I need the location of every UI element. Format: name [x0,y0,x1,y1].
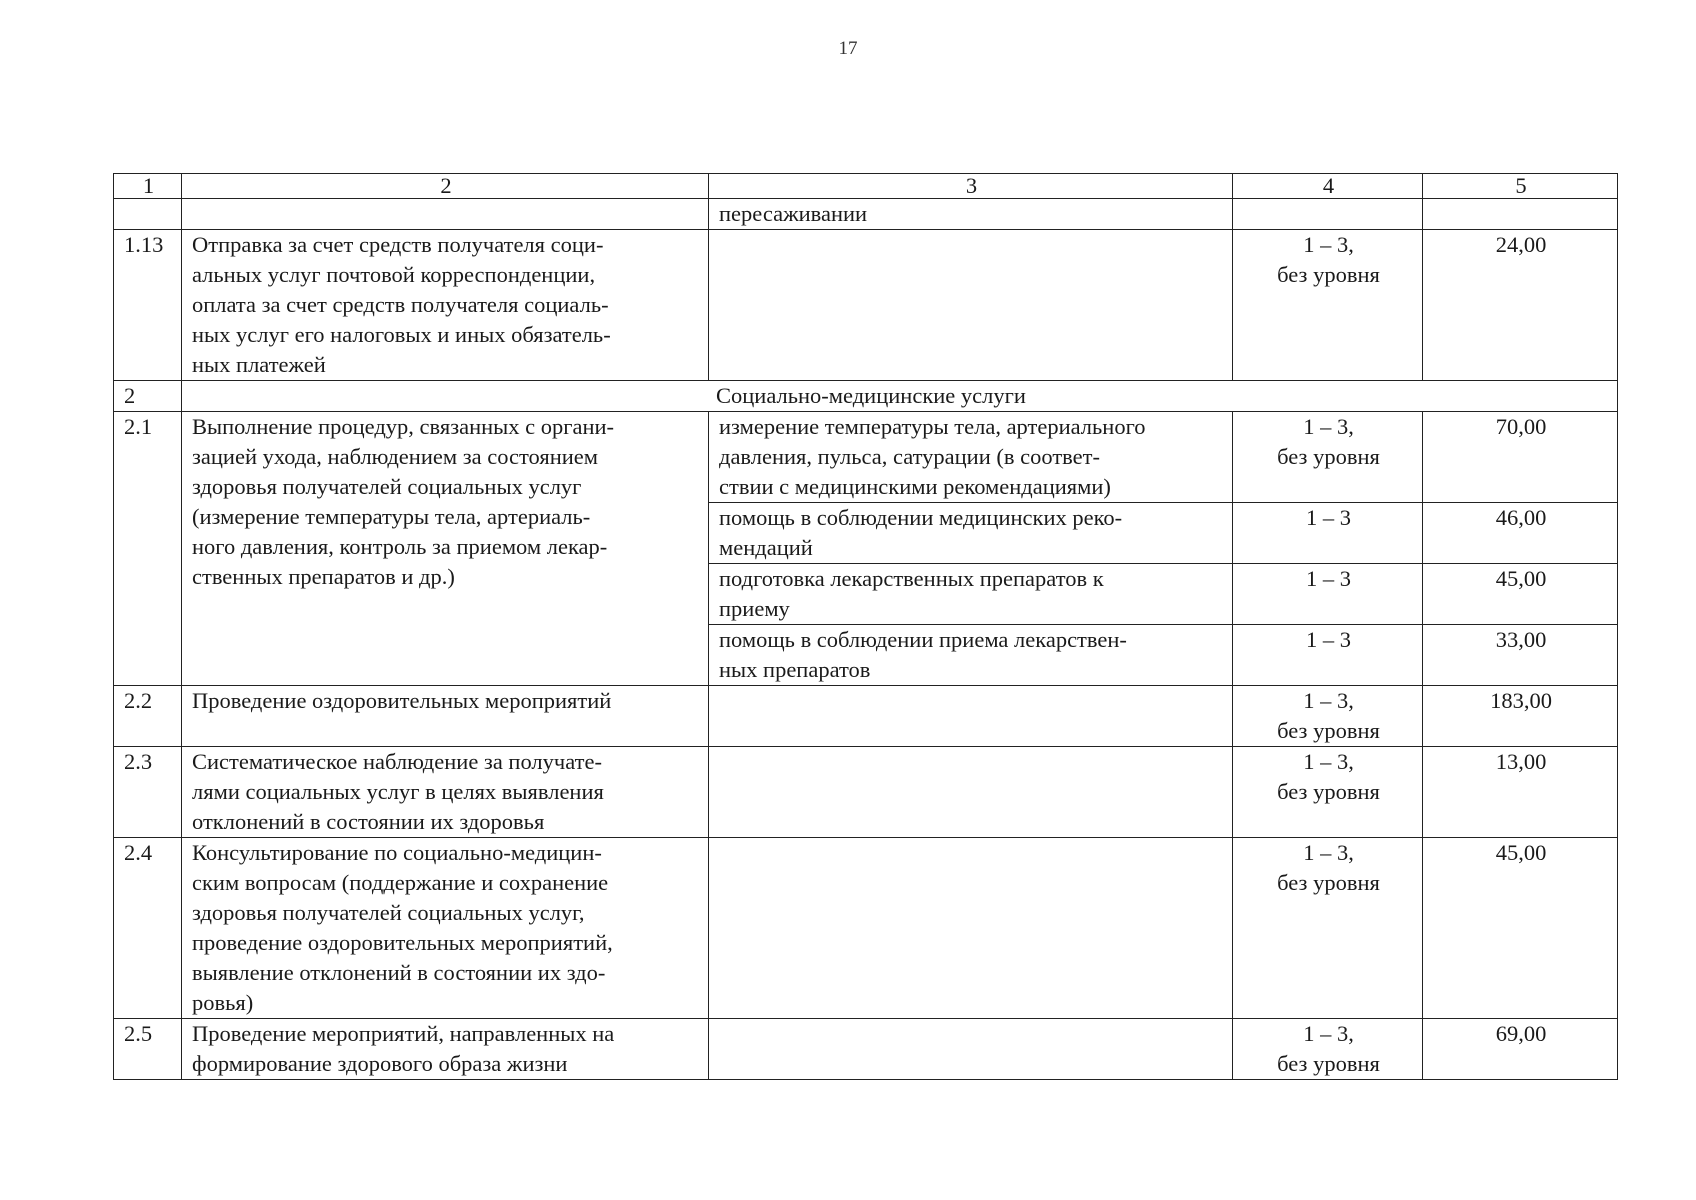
table-row-2-2 [114,686,1618,747]
category-line: 1 – 3, [1303,1021,1354,1046]
category-cell [1233,199,1423,230]
category-cell: 1 – 3 [1233,564,1423,625]
header-cell: 3 [709,174,1233,199]
section-title-cell [182,381,1618,412]
category-line: без уровня [1277,779,1380,804]
section-title: Социально-медицинские услуги [716,383,1026,408]
header-cell: 5 [1423,174,1618,199]
category-line: 1 – 3, [1303,840,1354,865]
text-line: подготовка лекарственных препаратов к [719,566,1104,591]
services-table [113,173,1618,1080]
text-line: помощь в соблюдении приема лекарствен- [719,627,1127,652]
row-number: 1.13 [114,230,182,381]
row-number: 2.3 [114,747,182,838]
text-line: ных препаратов [719,657,871,682]
text-line: Отправка за счет средств получателя соци- [192,232,604,257]
service-description [182,1019,709,1080]
text-line: лями социальных услуг в целях выявления [192,779,604,804]
category-cell [1233,1019,1423,1080]
table-header-row [114,174,1618,199]
category-cell [1233,838,1423,1019]
price-cell: 13,00 [1423,747,1618,838]
text-line: Проведение оздоровительных мероприятий [192,688,612,713]
text-line: измерение температуры тела, артериального [719,414,1146,439]
service-description [182,230,709,381]
text-line: мендаций [719,535,813,560]
row-number: 2.5 [114,1019,182,1080]
content-cell [709,686,1233,747]
service-description [182,412,709,686]
text-line: ных платежей [192,352,326,377]
category-cell [1233,412,1423,503]
num-cell [114,199,182,230]
category-line: без уровня [1277,1051,1380,1076]
text-line: альных услуг почтовой корреспонденции, [192,262,596,287]
content-cell [709,412,1233,503]
content-cell [709,1019,1233,1080]
price-cell: 33,00 [1423,625,1618,686]
price-cell: 46,00 [1423,503,1618,564]
category-line: 1 – 3, [1303,232,1354,257]
section-row-2 [114,381,1618,412]
text-line: оплата за счет средств получателя социаль- [192,292,609,317]
section-number: 2 [114,381,182,412]
text-line: Выполнение процедур, связанных с органи- [192,414,615,439]
text-line: ствии с медицинскими рекомендациями) [719,474,1111,499]
text-line: Проведение мероприятий, направленных на [192,1021,615,1046]
category-cell [1233,230,1423,381]
table-row-2-4 [114,838,1618,1019]
category-line: без уровня [1277,444,1380,469]
text-line: давления, пульса, сатурации (в соответ- [719,444,1100,469]
text-line: ровья) [192,990,254,1015]
text-line: ного давления, контроль за приемом лекар- [192,534,608,559]
text-line: зацией ухода, наблюдением за состоянием [192,444,599,469]
page-number: 17 [838,38,858,59]
content-cell [709,625,1233,686]
service-cell [182,199,709,230]
category-line: без уровня [1277,718,1380,743]
text-line: помощь в соблюдении медицинских реко- [719,505,1123,530]
content-cell [709,838,1233,1019]
table-row-2-3 [114,747,1618,838]
text-line: Систематическое наблюдение за получате- [192,749,602,774]
category-line: 1 – 3, [1303,749,1354,774]
category-cell [1233,747,1423,838]
text-line: отклонений в состоянии их здоровья [192,809,545,834]
table-row-2-5 [114,1019,1618,1080]
price-cell: 45,00 [1423,838,1618,1019]
content-cell [709,503,1233,564]
header-cell: 1 [114,174,182,199]
service-description [182,838,709,1019]
row-number: 2.4 [114,838,182,1019]
service-description [182,747,709,838]
content-cell [709,230,1233,381]
category-line: без уровня [1277,262,1380,287]
content-cell: пересаживании [709,199,1233,230]
text-line: выявление отклонений в состоянии их здо- [192,960,606,985]
text-line: ных услуг его налоговых и иных обязатель- [192,322,611,347]
category-line: 1 – 3, [1303,414,1354,439]
text-line: приему [719,596,790,621]
table-row-1-13 [114,230,1618,381]
category-line: 1 – 3, [1303,688,1354,713]
category-cell: 1 – 3 [1233,503,1423,564]
price-cell: 70,00 [1423,412,1618,503]
text-line: здоровья получателей социальных услуг, [192,900,585,925]
header-cell: 2 [182,174,709,199]
price-cell: 183,00 [1423,686,1618,747]
row-number: 2.1 [114,412,182,686]
text-line: (измерение температуры тела, артериаль- [192,504,591,529]
content-cell [709,747,1233,838]
table-row-2-1 [114,412,1618,503]
header-cell: 4 [1233,174,1423,199]
price-cell [1423,199,1618,230]
content-cell [709,564,1233,625]
price-cell: 45,00 [1423,564,1618,625]
service-description [182,686,709,747]
category-line: без уровня [1277,870,1380,895]
price-cell: 24,00 [1423,230,1618,381]
text-line: здоровья получателей социальных услуг [192,474,582,499]
text-line: проведение оздоровительных мероприятий, [192,930,613,955]
category-cell: 1 – 3 [1233,625,1423,686]
table-row-carryover [114,199,1618,230]
text-line: формирование здорового образа жизни [192,1051,568,1076]
text-line: ским вопросам (поддержание и сохранение [192,870,609,895]
row-number: 2.2 [114,686,182,747]
text-line: ственных препаратов и др.) [192,564,455,589]
text-line: Консультирование по социально-медицин- [192,840,602,865]
price-cell: 69,00 [1423,1019,1618,1080]
category-cell [1233,686,1423,747]
